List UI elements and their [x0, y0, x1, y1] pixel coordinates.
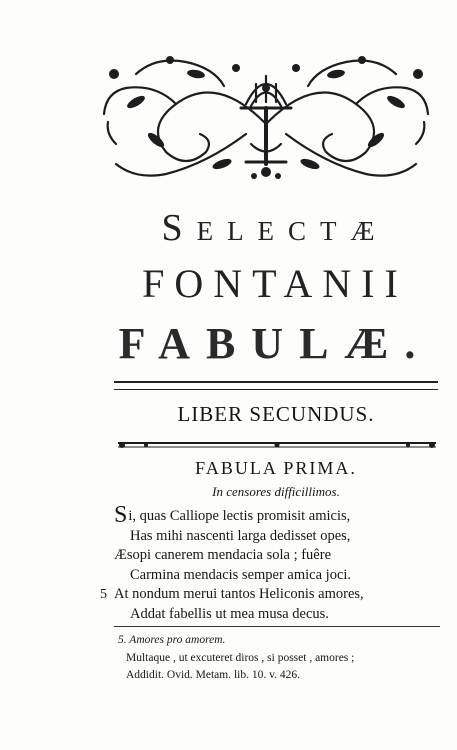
line-number: 5 [100, 587, 107, 602]
fable-subtitle: In censores difficillimos. [212, 484, 340, 499]
verse-line-5 [100, 585, 444, 605]
floral-headpiece-icon [96, 44, 436, 194]
verse-line-1-text: i, quas Calliope lectis promisit amicis, [128, 508, 351, 524]
title-line-2: FONTANII [142, 261, 408, 306]
verse-line-6: Addat fabellis ut mea musa decus. [130, 605, 329, 622]
verse-line-3: Æsopi canerem mendacia sola ; fuêre [114, 547, 332, 563]
verse-line-1 [114, 502, 444, 528]
drop-cap: S [114, 502, 129, 528]
verse-line-4: Carmina mendacis semper amica joci. [130, 566, 352, 583]
book-heading: LIBER SECUNDUS. [177, 402, 375, 426]
verse-block [100, 502, 444, 624]
title-line-3: FABULÆ. [118, 319, 432, 368]
ornamental-rule-icon [118, 438, 436, 452]
verse-line-5-text: At nondum merui tantos Heliconis amores, [114, 586, 364, 602]
footnote-rule [114, 626, 440, 627]
title-line-1: Selectæ [161, 207, 389, 249]
double-rule [114, 381, 438, 390]
fable-title: FABULA PRIMA. [195, 458, 357, 478]
footnote-1: 5. Amores pro amorem. [118, 634, 226, 646]
footnote-2: Multaque , ut excuteret diros , si posset , amores ; [126, 652, 355, 664]
verse-line-2: Has mihi nascenti larga dedisset opes, [130, 527, 351, 544]
footnote-3: Addidit. Ovid. Metam. lib. 10. v. 426. [126, 669, 300, 681]
